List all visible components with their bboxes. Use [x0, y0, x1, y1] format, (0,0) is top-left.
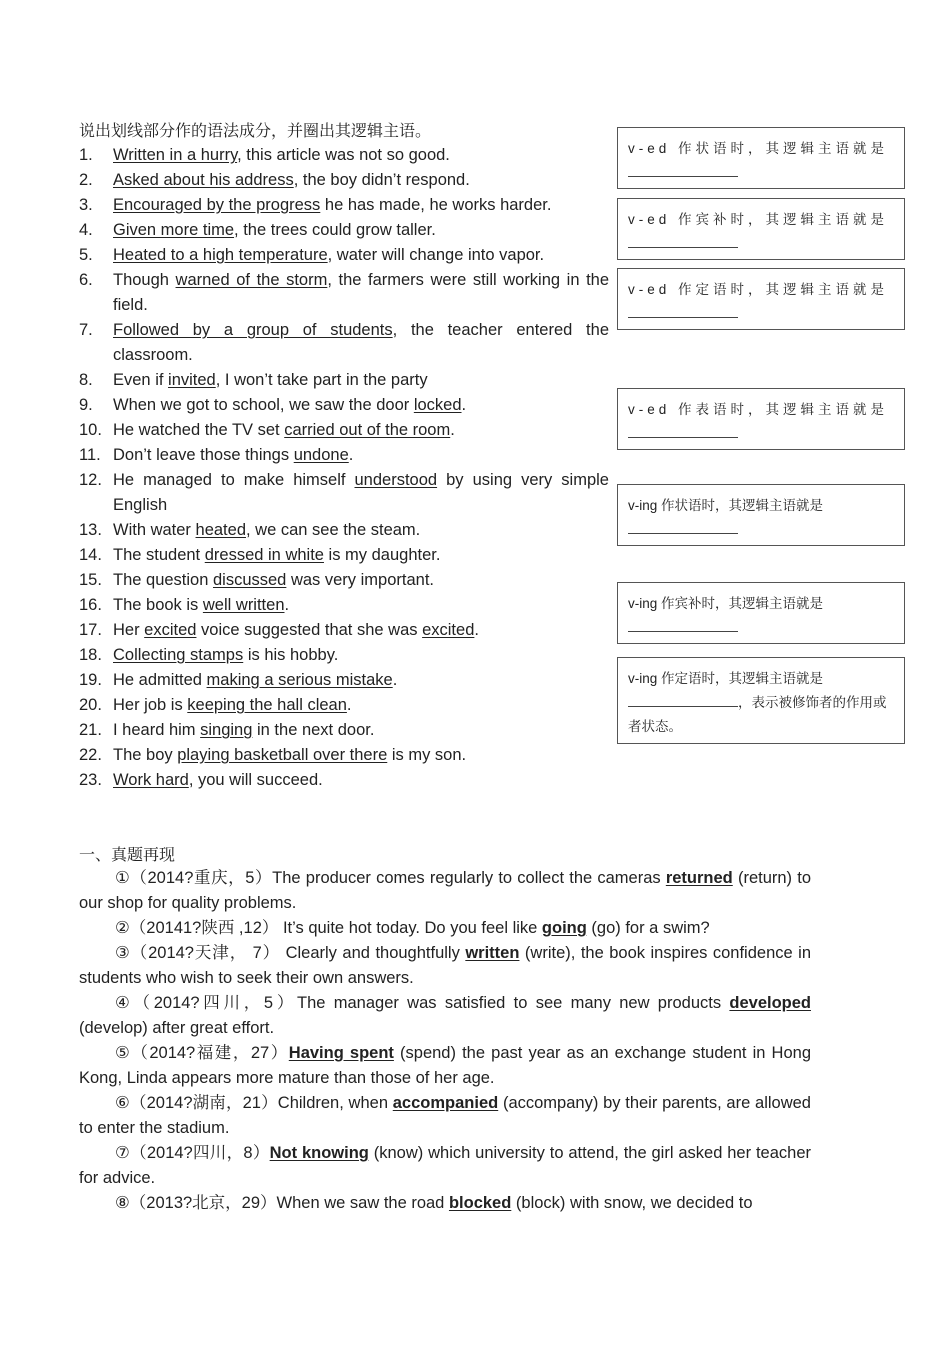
- underlined-phrase: keeping the hall clean: [187, 696, 347, 714]
- list-item: 8. Even if invited, I won’t take part in the party: [79, 368, 609, 393]
- note-box-ving-attributive: v-ing 作定语时，其逻辑主语就是 ，表示被修饰者的作用或者状态。: [617, 657, 905, 744]
- answer: written: [465, 944, 520, 962]
- item-number: 1.: [79, 146, 93, 164]
- underlined-phrase: Written in a hurry: [113, 146, 238, 164]
- underlined-phrase: singing: [200, 721, 253, 739]
- list-item: 3. Encouraged by the progress he has made, he works harder.: [79, 193, 609, 218]
- item-number: 10.: [79, 421, 102, 439]
- underlined-phrase: dressed in white: [204, 546, 324, 564]
- list-item: 11. Don’t leave those things undone.: [79, 443, 609, 468]
- item-number: 18.: [79, 646, 102, 664]
- list-item: 18. Collecting stamps is his hobby.: [79, 643, 609, 668]
- answer: Having spent: [288, 1044, 394, 1062]
- answer-blank: [628, 233, 738, 248]
- item-number: 22.: [79, 746, 102, 764]
- underlined-phrase: excited: [144, 621, 197, 639]
- list-item: 2. Asked about his address, the boy didn’t respond.: [79, 168, 609, 193]
- item-number: 9.: [79, 396, 93, 414]
- question-5: ⑤（2014?福建，27）Having spent (spend) the past year as an exchange student in Hong Kong, Linda appears more mature than those of her age.: [79, 1044, 811, 1087]
- underlined-phrase: excited: [422, 621, 475, 639]
- answer: going: [541, 919, 587, 937]
- answer: blocked: [448, 1194, 512, 1212]
- item-number: 20.: [79, 696, 102, 714]
- list-item: 22. The boy playing basketball over there is my son.: [79, 743, 609, 768]
- list-item: 16. The book is well written.: [79, 593, 609, 618]
- underlined-phrase: making a serious mistake: [206, 671, 393, 689]
- exercise-heading: 说出划线部分作的语法成分，并圈出其逻辑主语。: [79, 123, 432, 140]
- answer-blank: [628, 303, 738, 318]
- list-item: 5. Heated to a high temperature, water will change into vapor.: [79, 243, 609, 268]
- answer-blank: [628, 519, 738, 534]
- answer-blank: [628, 423, 738, 438]
- question-2: ②（20141?陕西 ,12） It’s quite hot today. Do you feel like going (go) for a swim?: [115, 919, 710, 937]
- list-item: 17. Her excited voice suggested that she was excited.: [79, 618, 609, 643]
- underlined-phrase: well written: [202, 596, 285, 614]
- section-title: 一、真题再现: [79, 847, 176, 864]
- question-4: ④（2014?四川，5）The manager was satisfied to see many new products developed (develop) after great effort.: [79, 994, 811, 1037]
- item-number: 3.: [79, 196, 93, 214]
- underlined-phrase: Collecting stamps: [113, 646, 244, 664]
- answer: developed: [729, 994, 811, 1012]
- underlined-phrase: Given more time: [113, 221, 235, 239]
- item-number: 2.: [79, 171, 93, 189]
- note-box-ving-adverbial: v-ing 作状语时，其逻辑主语就是: [617, 484, 905, 546]
- underlined-phrase: undone: [293, 446, 349, 464]
- underlined-phrase: carried out of the room: [284, 421, 451, 439]
- list-item: 9. When we got to school, we saw the door locked.: [79, 393, 609, 418]
- item-number: 17.: [79, 621, 102, 639]
- list-item: 7. Followed by a group of students, the teacher entered the classroom.: [79, 318, 609, 368]
- item-number: 8.: [79, 371, 93, 389]
- list-item: 23. Work hard, you will succeed.: [79, 768, 609, 793]
- list-item: 4. Given more time, the trees could grow taller.: [79, 218, 609, 243]
- item-number: 11.: [79, 446, 101, 464]
- underlined-phrase: heated: [195, 521, 246, 539]
- question-7: ⑦（2014?四川，8）Not knowing (know) which university to attend, the girl asked her teacher for advice.: [79, 1144, 812, 1187]
- note-box-ving-complement: v-ing 作宾补时，其逻辑主语就是: [617, 582, 905, 644]
- underlined-phrase: Work hard: [113, 771, 189, 789]
- list-item: 15. The question discussed was very important.: [79, 568, 609, 593]
- list-item: 19. He admitted making a serious mistake.: [79, 668, 609, 693]
- underlined-phrase: playing basketball over there: [177, 746, 388, 764]
- item-number: 12.: [79, 471, 102, 489]
- underlined-phrase: Encouraged by the progress: [113, 196, 321, 214]
- list-item: 21. I heard him singing in the next door.: [79, 718, 609, 743]
- item-number: 23.: [79, 771, 102, 789]
- underlined-phrase: Heated to a high temperature: [113, 246, 328, 264]
- note-box-ved-adverbial: v-ed 作状语时，其逻辑主语就是: [617, 127, 905, 189]
- underlined-phrase: understood: [354, 471, 438, 489]
- underlined-phrase: Asked about his address: [113, 171, 294, 189]
- question-8: ⑧（2013?北京，29）When we saw the road blocked (block) with snow, we decided to: [115, 1194, 753, 1212]
- question-3: ③（2014?天津， 7） Clearly and thoughtfully written (write), the book inspires confidence in students who wish to seek their own answers.: [79, 944, 811, 987]
- underlined-phrase: invited: [168, 371, 216, 389]
- underlined-phrase: warned of the storm: [175, 271, 328, 289]
- question-1: ①（2014?重庆，5）The producer comes regularly to collect the cameras returned (return) to our shop for quality problems.: [79, 869, 811, 912]
- question-6: ⑥（2014?湖南，21）Children, when accompanied (accompany) by their parents, are allowed to enter the stadium.: [79, 1094, 811, 1137]
- answer: returned: [665, 869, 733, 887]
- item-number: 16.: [79, 596, 102, 614]
- item-number: 5.: [79, 246, 93, 264]
- sentence-list: [79, 143, 609, 793]
- item-number: 14.: [79, 546, 102, 564]
- list-item: 10. He watched the TV set carried out of the room.: [79, 418, 609, 443]
- list-item: 1. Written in a hurry, this article was not so good.: [79, 143, 609, 168]
- list-item: 14. The student dressed in white is my daughter.: [79, 543, 609, 568]
- item-number: 19.: [79, 671, 102, 689]
- list-item: 20. Her job is keeping the hall clean.: [79, 693, 609, 718]
- list-item: 13. With water heated, we can see the steam.: [79, 518, 609, 543]
- answer-blank: [628, 692, 738, 707]
- item-number: 4.: [79, 221, 93, 239]
- underlined-phrase: discussed: [212, 571, 287, 589]
- note-box-ved-attributive: v-ed 作定语时，其逻辑主语就是: [617, 268, 905, 330]
- item-number: 7.: [79, 321, 93, 339]
- underlined-phrase: locked: [413, 396, 462, 414]
- list-item: 12. He managed to make himself understood by using very simple English: [79, 468, 609, 518]
- note-box-ved-complement: v-ed 作宾补时，其逻辑主语就是: [617, 198, 905, 260]
- list-item: 6. Though warned of the storm, the farmers were still working in the field.: [79, 268, 609, 318]
- note-box-ved-predicative: v-ed 作表语时，其逻辑主语就是: [617, 388, 905, 450]
- item-number: 6.: [79, 271, 93, 289]
- item-number: 13.: [79, 521, 102, 539]
- underlined-phrase: Followed by a group of students: [113, 321, 393, 339]
- item-number: 15.: [79, 571, 102, 589]
- answer: Not knowing: [269, 1144, 369, 1162]
- answer: accompanied: [392, 1094, 499, 1112]
- item-number: 21.: [79, 721, 102, 739]
- answer-blank: [628, 617, 738, 632]
- answer-blank: [628, 162, 738, 177]
